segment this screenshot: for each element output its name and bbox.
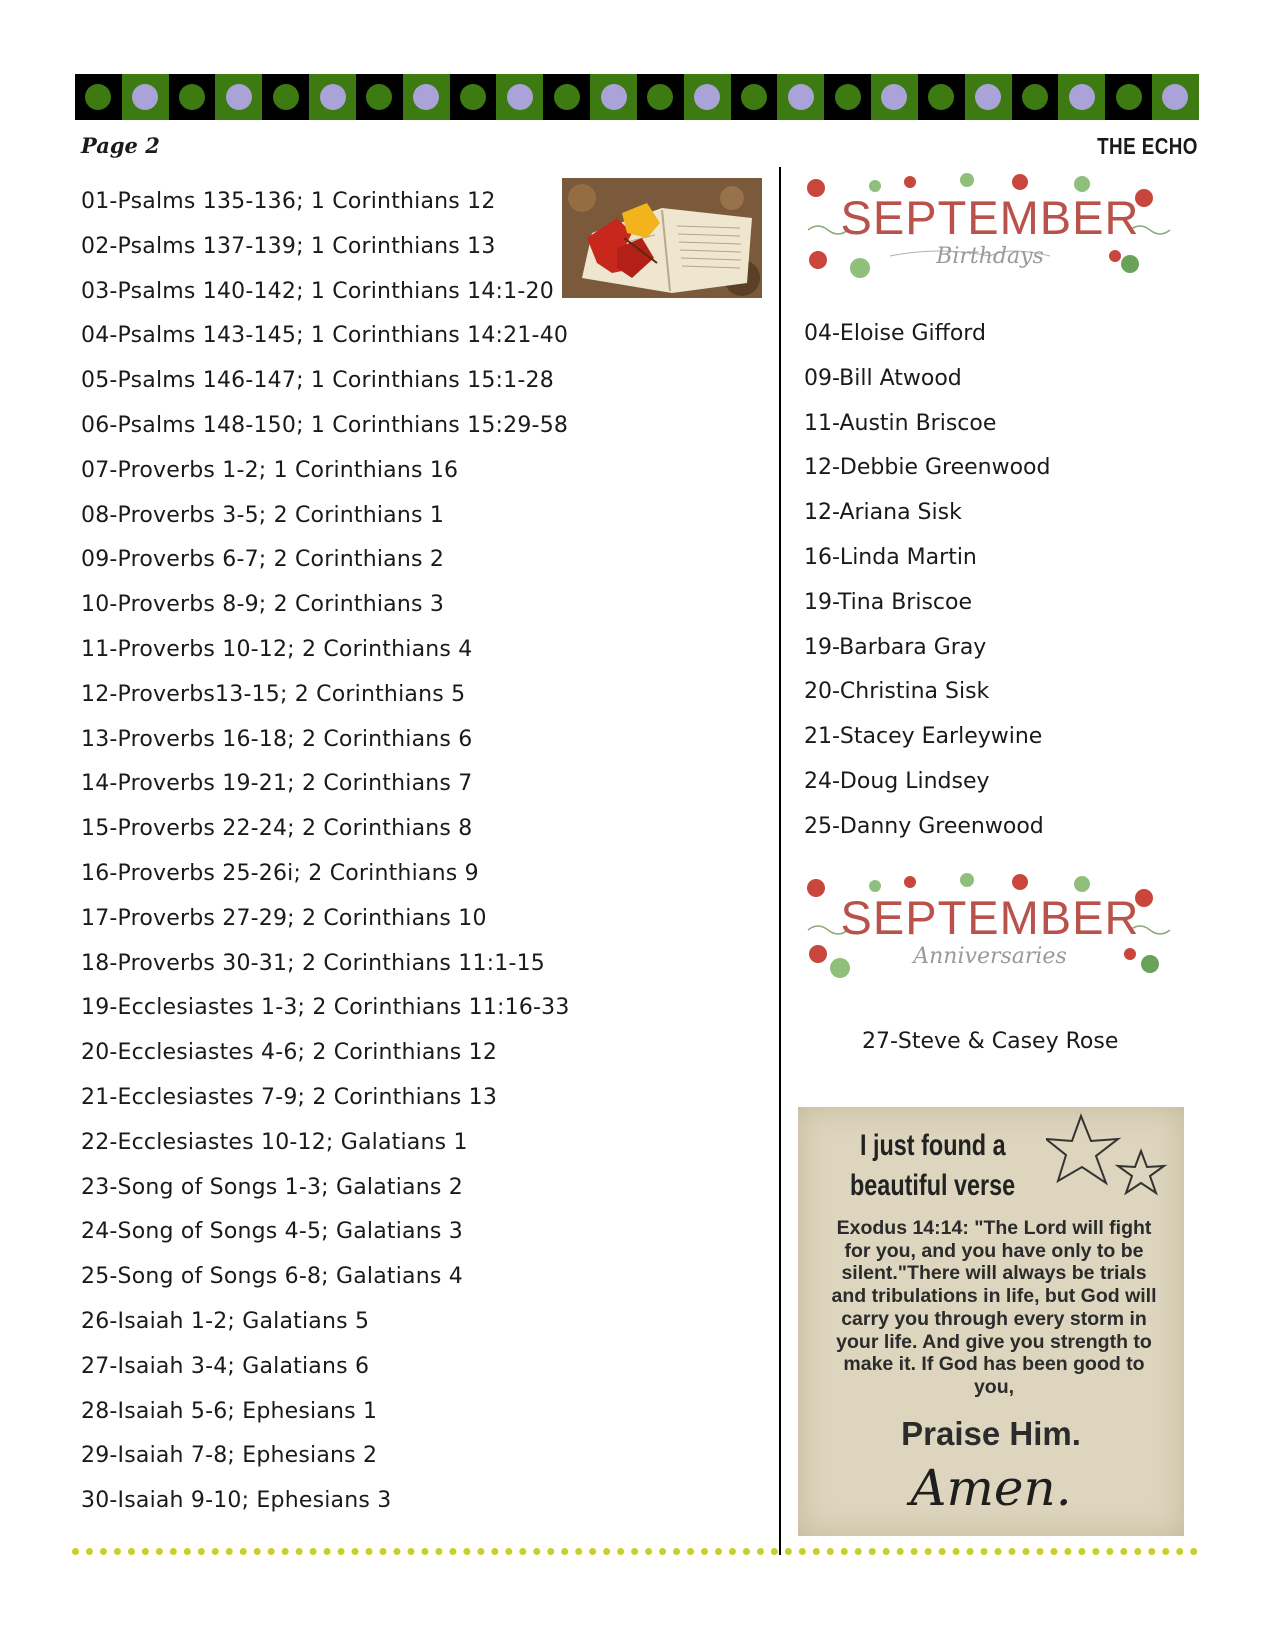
- banner-tile: [1012, 74, 1059, 120]
- banner-dot: [1022, 84, 1048, 110]
- reading-item: 22-Ecclesiastes 10-12; Galatians 1: [81, 1129, 468, 1155]
- birthday-item: 21-Stacey Earleywine: [804, 724, 1043, 750]
- banner-dot: [366, 84, 392, 110]
- birthday-item: 20-Christina Sisk: [804, 679, 990, 705]
- banner-tile: [731, 74, 778, 120]
- reading-item: 15-Proverbs 22-24; 2 Corinthians 8: [81, 816, 473, 842]
- reading-item: 07-Proverbs 1-2; 1 Corinthians 16: [81, 457, 459, 483]
- banner-dot: [928, 84, 954, 110]
- reading-item: 26-Isaiah 1-2; Galatians 5: [81, 1308, 370, 1334]
- birthday-item: 11-Austin Briscoe: [804, 410, 997, 436]
- banner-tile: [496, 74, 543, 120]
- banner-tile: [122, 74, 169, 120]
- reading-item: 12-Proverbs13-15; 2 Corinthians 5: [81, 681, 466, 707]
- birthday-item: 12-Debbie Greenwood: [804, 455, 1051, 481]
- banner-tile: [824, 74, 871, 120]
- reading-item: 25-Song of Songs 6-8; Galatians 4: [81, 1264, 463, 1290]
- banner-dot: [647, 84, 673, 110]
- banner-dot: [132, 84, 158, 110]
- anniversaries-title: SEPTEMBER: [840, 891, 1140, 944]
- banner-dot: [694, 84, 720, 110]
- verse-body: Exodus 14:14: "The Lord will fight for you, and you have only to be silent."There will always be trials and tribulations in life, but God will carry you through every storm in your life. And give you strength to make it. If God has been good to you,: [831, 1217, 1157, 1398]
- banner-dot: [975, 84, 1001, 110]
- birthday-item: 16-Linda Martin: [804, 544, 977, 570]
- banner-dot: [226, 84, 252, 110]
- banner-tile: [215, 74, 262, 120]
- banner-tile: [965, 74, 1012, 120]
- reading-item: 10-Proverbs 8-9; 2 Corinthians 3: [81, 592, 445, 618]
- banner-tile: [309, 74, 356, 120]
- banner-dot: [788, 84, 814, 110]
- banner-tile: [918, 74, 965, 120]
- banner-tile: [1058, 74, 1105, 120]
- dot-banner: [75, 74, 1199, 120]
- banner-tile: [262, 74, 309, 120]
- reading-item: 13-Proverbs 16-18; 2 Corinthians 6: [81, 726, 473, 752]
- reading-item: 01-Psalms 135-136; 1 Corinthians 12: [81, 189, 496, 214]
- banner-tile: [1105, 74, 1152, 120]
- banner-tile: [1152, 74, 1199, 120]
- reading-item: 08-Proverbs 3-5; 2 Corinthians 1: [81, 502, 445, 528]
- banner-dot: [320, 84, 346, 110]
- reading-item: 30-Isaiah 9-10; Ephesians 3: [81, 1488, 392, 1514]
- verse-closing: Amen.: [910, 1459, 1072, 1517]
- banner-dot: [1069, 84, 1095, 110]
- banner-dot: [413, 84, 439, 110]
- banner-tile: [169, 74, 216, 120]
- birthday-item: 09-Bill Atwood: [804, 365, 962, 391]
- reading-item: 28-Isaiah 5-6; Ephesians 1: [81, 1398, 378, 1424]
- birthday-list: [804, 312, 1050, 850]
- banner-dot: [273, 84, 299, 110]
- reading-item: 21-Ecclesiastes 7-9; 2 Corinthians 13: [81, 1084, 498, 1110]
- banner-dot: [601, 84, 627, 110]
- reading-item: 02-Psalms 137-139; 1 Corinthians 13: [81, 233, 496, 259]
- column-divider: [779, 167, 781, 1555]
- birthday-item: 19-Tina Briscoe: [804, 589, 973, 615]
- reading-item: 05-Psalms 146-147; 1 Corinthians 15:1-28: [81, 368, 554, 394]
- birthday-item: 24-Doug Lindsey: [804, 768, 990, 794]
- verse-praise: Praise Him.: [901, 1415, 1081, 1452]
- verse-card: [798, 1107, 1184, 1536]
- banner-tile: [871, 74, 918, 120]
- reading-item: 11-Proverbs 10-12; 2 Corinthians 4: [81, 636, 473, 662]
- verse-heading-line1: I just found a: [860, 1129, 1006, 1162]
- footer-dotted-rule: [72, 1548, 1198, 1555]
- newsletter-name: THE ECHO: [1097, 133, 1198, 159]
- reading-item: 09-Proverbs 6-7; 2 Corinthians 2: [81, 547, 445, 573]
- page-number: Page 2: [81, 133, 160, 158]
- banner-dot: [460, 84, 486, 110]
- banner-tile: [684, 74, 731, 120]
- reading-item: 27-Isaiah 3-4; Galatians 6: [81, 1353, 370, 1379]
- birthdays-title: SEPTEMBER: [840, 191, 1140, 244]
- reading-item: 06-Psalms 148-150; 1 Corinthians 15:29-58: [81, 412, 569, 438]
- banner-tile: [450, 74, 497, 120]
- reading-item: 24-Song of Songs 4-5; Galatians 3: [81, 1219, 463, 1245]
- reading-item: 04-Psalms 143-145; 1 Corinthians 14:21-40: [81, 323, 569, 349]
- anniversaries-subtitle: Anniversaries: [913, 944, 1067, 969]
- birthday-item: 04-Eloise Gifford: [804, 321, 986, 346]
- banner-dot: [741, 84, 767, 110]
- birthdays-subtitle: Birthdays: [936, 244, 1044, 269]
- banner-tile: [590, 74, 637, 120]
- reading-item: 14-Proverbs 19-21; 2 Corinthians 7: [81, 771, 473, 797]
- banner-tile: [777, 74, 824, 120]
- birthday-item: 19-Barbara Gray: [804, 634, 987, 660]
- banner-dot: [85, 84, 111, 110]
- banner-dot: [507, 84, 533, 110]
- banner-dot: [554, 84, 580, 110]
- bible-leaves-photo: [562, 178, 762, 298]
- reading-item: 16-Proverbs 25-26i; 2 Corinthians 9: [81, 860, 479, 886]
- birthday-item: 12-Ariana Sisk: [804, 500, 962, 526]
- banner-tile: [356, 74, 403, 120]
- reading-item: 17-Proverbs 27-29; 2 Corinthians 10: [81, 905, 487, 931]
- anniversary-entry: 27-Steve & Casey Rose: [862, 1029, 1119, 1054]
- reading-item: 03-Psalms 140-142; 1 Corinthians 14:1-20: [81, 278, 554, 304]
- verse-heading-line2: beautiful verse: [850, 1169, 1016, 1202]
- reading-item: 18-Proverbs 30-31; 2 Corinthians 11:1-15: [81, 950, 545, 976]
- reading-item: 29-Isaiah 7-8; Ephesians 2: [81, 1443, 378, 1469]
- starfish-icon: [1046, 1111, 1176, 1201]
- reading-item: 23-Song of Songs 1-3; Galatians 2: [81, 1174, 463, 1200]
- banner-dot: [1162, 84, 1188, 110]
- birthday-item: 25-Danny Greenwood: [804, 813, 1044, 839]
- reading-schedule: [81, 180, 570, 1524]
- banner-dot: [881, 84, 907, 110]
- banner-dot: [1116, 84, 1142, 110]
- banner-tile: [543, 74, 590, 120]
- banner-dot: [179, 84, 205, 110]
- anniversaries-heading-graphic: [800, 868, 1180, 988]
- birthdays-heading-graphic: [800, 168, 1180, 288]
- banner-tile: [637, 74, 684, 120]
- banner-tile: [75, 74, 122, 120]
- banner-dot: [835, 84, 861, 110]
- reading-item: 20-Ecclesiastes 4-6; 2 Corinthians 12: [81, 1040, 498, 1066]
- banner-tile: [403, 74, 450, 120]
- reading-item: 19-Ecclesiastes 1-3; 2 Corinthians 11:16-33: [81, 995, 570, 1021]
